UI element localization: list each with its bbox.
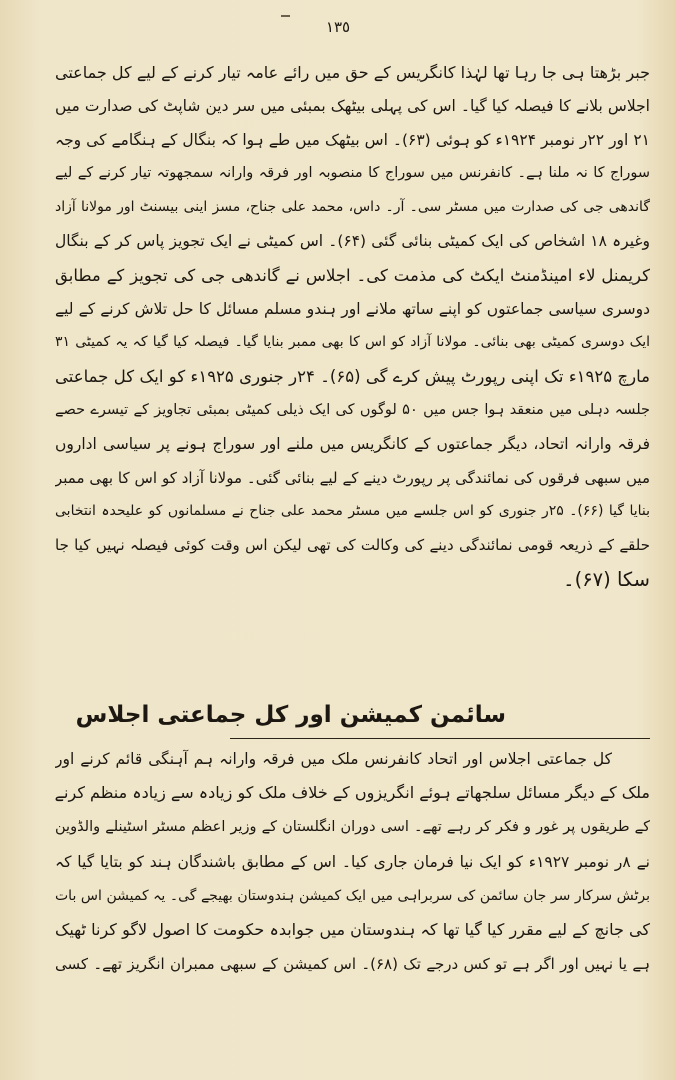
text-line: کے طریقوں پر غور و فکر کر رہے تھے۔ اسی دوران انگلستان کے وزیر اعظم مسٹر اسٹینلے والڈوین [55, 819, 650, 836]
page-number: ١٣٥ [325, 18, 351, 36]
text-line: فرقہ وارانہ اتحاد، دیگر جماعتوں کے کانگریس میں ملنے اور سوراج ہونے پر سیاسی اداروں [55, 434, 650, 453]
paragraph-1 [55, 56, 650, 597]
text-line: گاندھی جی کی صدارت میں مسٹر سی۔ آر۔ داس، محمد علی جناح، مسز اینی بیسنٹ اور مولانا آزاد [55, 199, 650, 216]
text-line: کی جانچ کے لیے مقرر کیا گیا تھا کہ ہندوستان میں جوابدہ حکومت کا اصول لاگو کرنا ٹھیک [55, 919, 650, 939]
text-line: ۲۱ اور ۲۲ر نومبر ۱۹۲۴ء کو ہوئی (۶۳)۔ اس بیٹھک میں طے ہوا کہ بنگال کے ہنگامے کی وجہ [55, 130, 650, 149]
text-line: جبر بڑھتا ہی جا رہا تھا لہٰذا کانگریس کے حق میں رائے عامہ تیار کرنے کے لیے کل جماعتی [55, 63, 650, 82]
paragraph-2 [55, 742, 650, 981]
text-line: برٹش سرکار سر جان سائمن کی سربراہی میں ایک کمیشن ہندوستان بھیجے گی۔ یہ کمیشن اس بات [55, 887, 650, 904]
page-mark [281, 15, 290, 17]
text-line: دوسری سیاسی جماعتوں کو اپنے ساتھ ملانے اور ہندو مسلم مسائل کا حل تلاش کرنے کے لیے [55, 299, 650, 318]
section-heading: سائمن کمیشن اور کل جماعتی اجلاس [75, 702, 506, 728]
text-line: کریمنل لاء امینڈمنٹ ایکٹ کی مذمت کی۔ اجلاس نے گاندھی جی کی تجویز کے مطابق [55, 265, 650, 285]
text-line: ہے یا نہیں اور اگر ہے تو کس درجے تک (۶۸)۔ اس کمیشن کے سبھی ممبران انگریز تھے۔ کسی [55, 955, 650, 974]
text-line: جلسہ دہلی میں منعقد ہوا جس میں ۵۰ لوگوں کی ایک ذیلی کمیٹی بمبئی تجاویز کے تیسرے حصے [55, 401, 650, 418]
text-line: میں سبھی فرقوں کی نمائندگی پر رپورٹ دینے کے لیے بنائی گئی۔ مولانا آزاد کو اس کا بھی ممبر [55, 468, 650, 487]
text-line: کل جماعتی اجلاس اور اتحاد کانفرنس ملک میں فرقہ وارانہ ہم آہنگی قائم کرنے اور [55, 750, 612, 768]
text-line: نے ۸ر نومبر ۱۹۲۷ء کو ایک نیا فرمان جاری کیا۔ اس کے مطابق باشندگان ہند کو بتایا گیا کہ [55, 852, 650, 871]
text-line: وغیرہ ۱۸ اشخاص کی ایک کمیٹی بنائی گئی (۶۴)۔ اس کمیٹی نے ایک تجویز پاس کر کے بنگال [55, 231, 650, 250]
text-line: حلقے کے ذریعہ قومی نمائندگی دینے کی وکالت کی تھی لیکن اس وقت کوئی فیصلہ نہیں کیا جا [55, 536, 650, 555]
text-line: سکا (۶۷)۔ [563, 567, 650, 591]
text-line: بنایا گیا (۶۶)۔ ۲۵ر جنوری کو اس جلسے میں مسٹر محمد علی جناح نے مسلمانوں کو علیحدہ انتخابی [55, 503, 650, 520]
text-line: سوراج کا نہ ملنا ہے۔ کانفرنس میں سوراج کا منصوبہ اور فرقہ وارانہ سمجھوتہ تیار کرنے کے لیے [55, 165, 650, 182]
text-line: ملک کے دیگر مسائل سلجھاتے ہوئے انگریزوں کے خلاف ملک کو زیادہ سے زیادہ منظم کرنے [55, 783, 650, 803]
text-line: مارچ ۱۹۲۵ء تک اپنی رپورٹ پیش کرے گی (۶۵)۔ ۲۴ر جنوری ۱۹۲۵ء کو ایک کل جماعتی [55, 367, 650, 387]
heading-underline [230, 738, 650, 739]
text-line: اجلاس بلانے کا فیصلہ کیا گیا۔ اس کی پہلی بیٹھک بمبئی میں سر دین شاپٹ کی صدارت میں [55, 96, 650, 115]
text-line: ایک دوسری کمیٹی بھی بنائی۔ مولانا آزاد کو اس کا بھی ممبر بنایا گیا۔ فیصلہ کیا گیا کہ یہ کمیٹی ۳۱ [55, 334, 650, 351]
